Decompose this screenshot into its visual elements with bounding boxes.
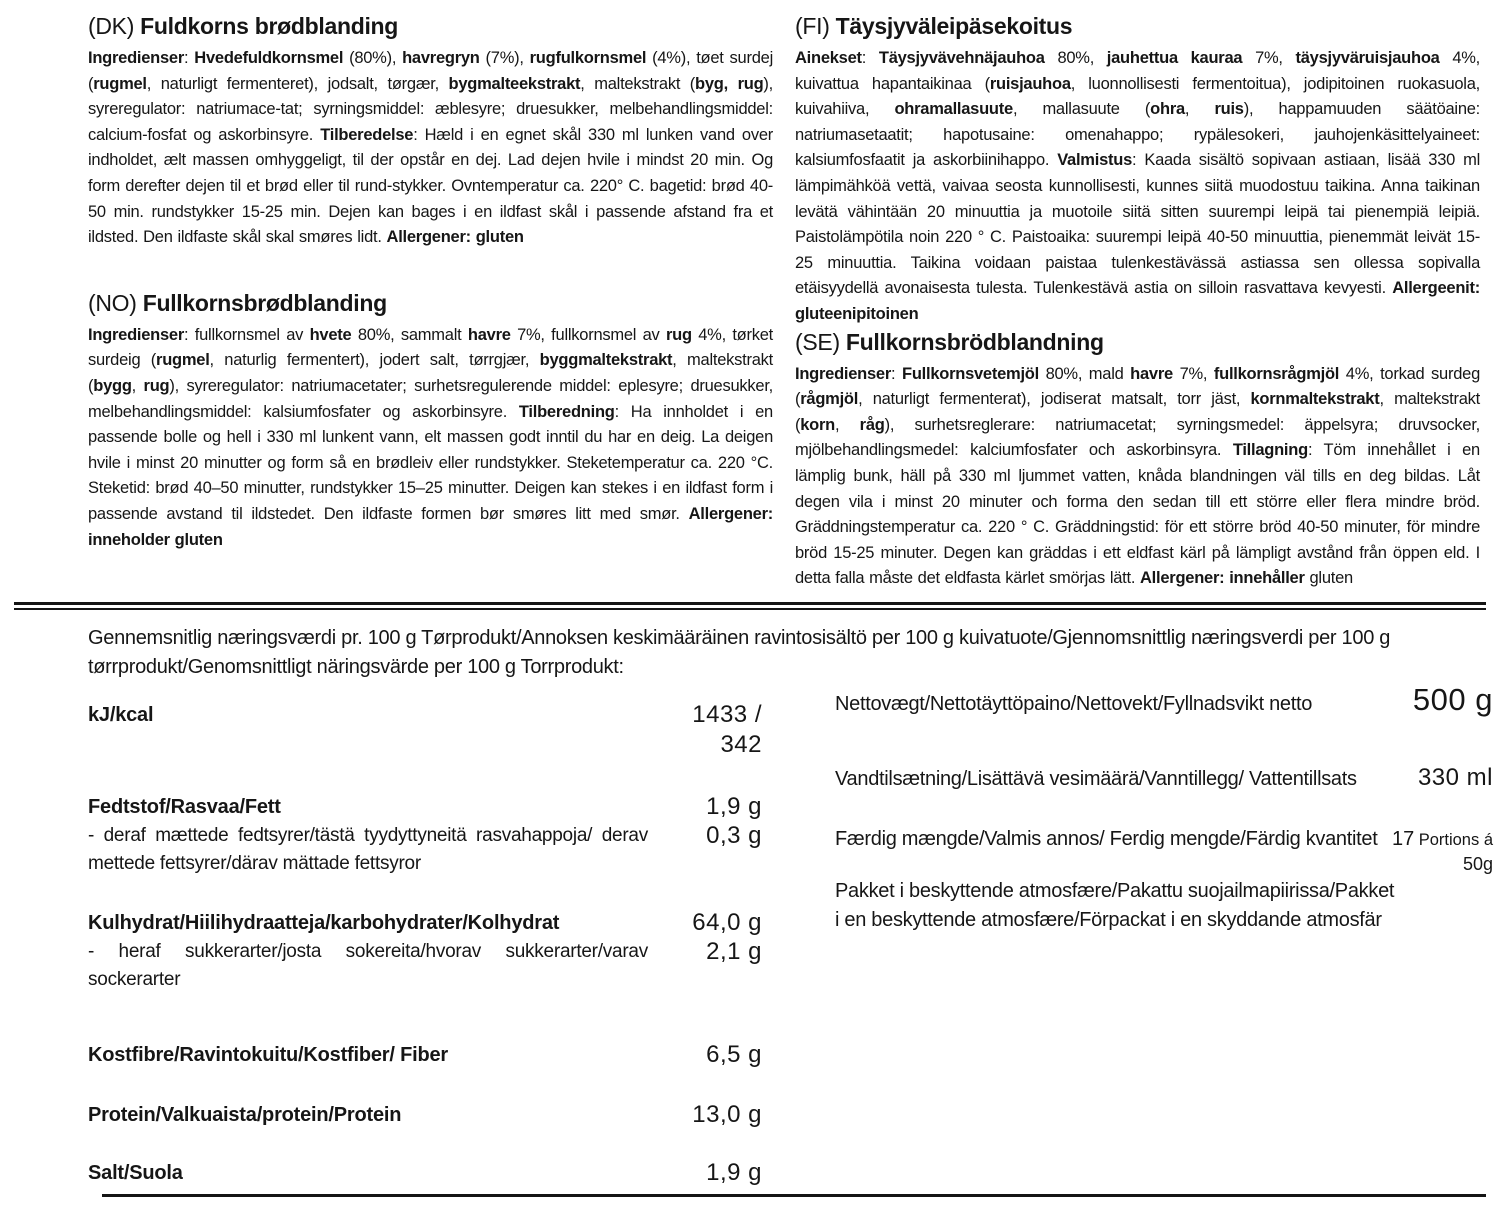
- separator-rule-top: [14, 602, 1486, 610]
- nutrition-value: 64,0 g: [692, 908, 762, 936]
- nutrition-intro: Gennemsnitlig næringsværdi pr. 100 g Tørprodukt/Annoksen keskimääräinen ravintosisältö per 100 g kuivatuote/Gjennomsnittlig næringsverdi per 100 g tørrprodukt/Genomsnittligt näringsvärde per 100 g Torrprodukt:: [88, 626, 1391, 678]
- nutrition-label: Protein/Valkuaista/protein/Protein: [88, 1103, 402, 1126]
- portions-count: 17: [1392, 827, 1415, 850]
- ingredients-paragraph-fi: Ainekset: Täysjyvävehnäjauhoa 80%, jauhettua kauraa 7%, täysjyväruisjauhoa 4%, kuivattua hapantaikinaa (ruisjauhoa, luonnollisesti fermentoitua), jodipitoinen ruokasuola, kuivahiiva, ohramallasuute, mallasuute (ohra, ruis), happamuuden säätöaine: natriumasetaatit; hapotusaine: omenahappo; rypälesokeri, jauhojenkäsittelyaineet: kalsiumfosfaatit ja askorbiinihappo. Valmistus: Kaada sisältö sopivaan astiaan, lisää 330 ml lämpimähköä vettä, vaivaa seosta kunnollisesti, kunnes siitä muodostuu taikina. Anna taikinan levätä vähintään 20 minuuttia ja muotoile siitä sitten suurempi leipä tai pienempiä leipiä. Paistolämpötila noin 220 ° C. Paistoaika: suurempi leipä 40-50 minuuttia, pienemmät leivät 15-25 minuuttia. Taikina voidaan paistaa tulenkestävässä astiassa sen ollessa sopivalla etäisyydellä avonaisesta tulesta. Tulenkestävä astia on silloin rasvattava kevyesti. Allergeenit: gluteenipitoinen: [795, 49, 1481, 323]
- ingredients-columns: [0, 0, 1500, 592]
- nutrition-value: 13,0 g: [692, 1100, 762, 1128]
- section-heading-no: (NO) Fullkornsbrødblanding: [88, 289, 387, 316]
- section-gap: [88, 251, 773, 289]
- nutrition-label: Kulhydrat/Hiilihydraatteja/karbohydrater/Kolhydrat: [88, 911, 560, 934]
- section-heading-dk: (DK) Fuldkorns brødblanding: [88, 13, 399, 39]
- nutrition-subvalue: 2,1 g: [706, 937, 762, 965]
- nutrition-label: Kostfibre/Ravintokuitu/Kostfiber/ Fiber: [88, 1043, 449, 1066]
- packed-atmosphere-note: Pakket i beskyttende atmosfære/Pakattu suojailmapiirissa/Pakket i en beskyttende atmosfære/Förpackat i en skyddande atmosfär: [835, 879, 1395, 931]
- nutrition-label: Fedtstof/Rasvaa/Fett: [88, 795, 281, 818]
- water-addition-row: [835, 764, 1493, 793]
- nutrition-row-carbs: [88, 908, 762, 994]
- nutrition-value: 6,5 g: [706, 1040, 762, 1068]
- section-se: [795, 328, 1480, 592]
- nutrition-row-salt: [88, 1158, 762, 1188]
- ready-quantity-row: [835, 825, 1493, 853]
- nutrition-label: Salt/Suola: [88, 1161, 183, 1184]
- section-heading-se: (SE) Fullkornsbrödblandning: [795, 328, 1104, 355]
- nutrition-value: 1,9 g: [706, 792, 762, 820]
- section-heading-fi: (FI) Täysjyväleipäsekoitus: [795, 13, 1073, 39]
- ingredients-paragraph-se: Ingredienser: Fullkornsvetemjöl 80%, mald havre 7%, fullkornsrågmjöl 4%, torkad surdeg (rågmjöl, naturligt fermenterat), jodiserat matsalt, torr jäst, kornmaltekstrakt, maltekstrakt (korn, råg), surhetsreglerare: natriumacetat; syrningsmedel: äppelsyra; druvsocker, mjölbehandlingsmedel: kalciumfosfater och askorbinsyra. Tillagning: Töm innehållet i en lämplig bunk, häll på 330 ml ljummet vatten, knåda blandningen väl tills en deg bildas. Låt degen vila i minst 20 minuter och forma den sedan till ett större eller flera mindre bröd. Gräddningstemperatur ca. 220 ° C. Gräddningstid: för ett större bröd 40-50 minuter, för mindre bröd 15-25 minuter. Degen kan gräddas i ett eldfast kärl på lämpligt avstånd från öppen eld. I detta falla måste det eldfasta kärlet smörjas lätt. Allergener: innehåller gluten: [795, 364, 1481, 588]
- ingredients-paragraph-dk: Ingredienser: Hvedefuldkornsmel (80%), havregryn (7%), rugfulkornsmel (4%), tøet surdej (rugmel, naturligt fermenteret), jodsalt, tørgær, bygmalteekstrakt, maltekstrakt (byg, rug), syreregulator: natriumace-tat; syrningsmiddel: æblesyre; druesukker, melbehandlingsmiddel: calcium-fosfat og askorbinsyre. Tilberedelse: Hæld i en egnet skål 330 ml lunken vand over indholdet, ælt massen omhyggeligt, til der opstår en dej. Lad dejen hvile i mindst 20 min. Og form derefter dejen til et brød eller til rund-stykker. Ovntemperatur ca. 220° C. bagetid: brød 40-50 min. rundstykker 15-25 min. Dejen kan bages i en ildfast skål i passende afstand fra et ildsted. Den ildfaste skål skal smøres lidt. Allergener: gluten: [88, 49, 774, 247]
- nutrition-row-energy: [88, 700, 762, 760]
- column-right: [795, 12, 1480, 592]
- nutrition-sublabel: - heraf sukkerarter/josta sokereita/hvorav sukkerarter/varav sockerarter: [88, 940, 648, 990]
- section-fi: [795, 12, 1480, 328]
- net-weight-value: 500 g: [1412, 681, 1493, 717]
- nutrition-sublabel: - deraf mættede fedtsyrer/tästä tyydyttyneitä rasvahappoja/ derav mettede fettsyrer/därav mättade fettsyror: [88, 824, 648, 874]
- water-addition-value: 330 ml: [1417, 763, 1493, 791]
- nutrition-value: 1433 / 342: [692, 700, 762, 758]
- section-dk: [88, 12, 773, 251]
- water-addition-label: Vandtilsætning/Lisättävä vesimäärä/Vanntillegg/ Vattentillsats: [835, 767, 1357, 790]
- portion-size-value: 50g: [1462, 853, 1493, 874]
- nutrition-row-fat: [88, 792, 762, 878]
- net-weight-row: [835, 682, 1493, 718]
- column-left: [88, 12, 773, 592]
- nutrition-subvalue: 0,3 g: [706, 821, 762, 849]
- nutrition-row-fibre: [88, 1040, 762, 1070]
- nutrition-value: 1,9 g: [706, 1158, 762, 1186]
- nutrition-section: [0, 610, 1500, 1197]
- nutrition-label: kJ/kcal: [88, 703, 154, 726]
- nutrition-table-right: [835, 682, 1493, 955]
- section-no: [88, 289, 773, 553]
- ingredients-paragraph-no: Ingredienser: fullkornsmel av hvete 80%, sammalt havre 7%, fullkornsmel av rug 4%, tørket surdeig (rugmel, naturlig fermentert), jodert salt, tørrgjær, byggmaltekstrakt, maltekstrakt (bygg, rug), syreregulator: natriumacetater; surhetsregulerende middel: eplesyre; druesukker, melbehandlingsmiddel: kalsiumfosfater og askorbinsyre. Tilberedning: Ha innholdet i en passende bolle og hell i 330 ml lunkent vann, elt massen godt inntil du har en deig. La deigen hvile i minst 20 minutter og form så en brødleiv eller rundstykker. Steketemperatur ca. 220 °C. Steketid: brød 40–50 minutter, rundstykker 15–25 minutter. Deigen kan stekes i en ildfast form i passende avstand til ildstedet. Den ildfaste formen bør smøres litt med smør. Allergener: inneholder gluten: [88, 325, 774, 549]
- ready-quantity-value: [1392, 828, 1493, 851]
- nutrition-table-left: [88, 700, 762, 1188]
- separator-rule-bottom: [102, 1194, 1486, 1197]
- net-weight-label: Nettovægt/Nettotäyttöpaino/Nettovekt/Fyllnadsvikt netto: [835, 692, 1313, 715]
- portions-unit: Portions á: [1418, 830, 1493, 849]
- ready-quantity-label: Færdig mængde/Valmis annos/ Ferdig mengde/Färdig kvantitet: [835, 827, 1378, 850]
- nutrition-row-protein: [88, 1100, 762, 1130]
